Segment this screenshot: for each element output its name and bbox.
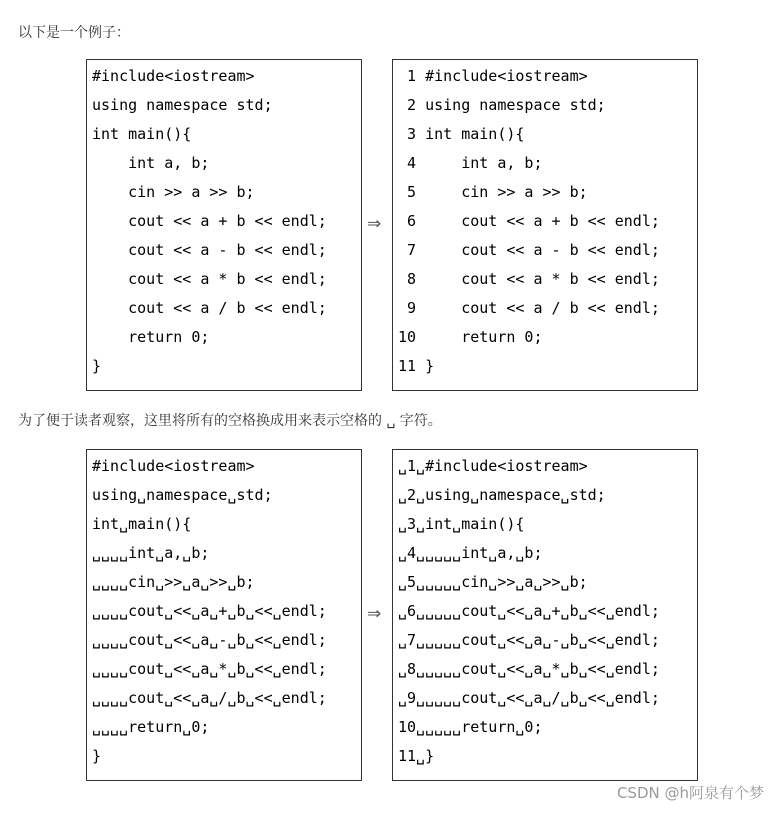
code-line: int␣main(){: [92, 515, 192, 533]
code-line: using namespace std;: [92, 96, 273, 114]
code-line: ␣3␣int␣main(){: [398, 515, 525, 533]
code-line: ␣␣␣␣cout␣<<␣a␣-␣b␣<<␣endl;: [92, 631, 327, 649]
csdn-watermark: CSDN @h阿泉有个梦: [616, 784, 764, 802]
middle-text: 为了便于读者观察，这里将所有的空格换成用来表示空格的 ␣ 字符。: [18, 413, 442, 429]
code-line: #include<iostream>: [92, 457, 255, 475]
code-line: 4 int a, b;: [398, 154, 543, 172]
code-line: using␣namespace␣std;: [92, 486, 273, 504]
code-box-numbered: [392, 59, 698, 391]
code-line: ␣1␣#include<iostream>: [398, 457, 588, 475]
intro-text: 以下是一个例子：: [18, 25, 130, 41]
code-line: ␣␣␣␣cout␣<<␣a␣*␣b␣<<␣endl;: [92, 660, 327, 678]
code-line: }: [92, 747, 102, 765]
code-line: 11␣}: [398, 747, 435, 765]
code-line: 5 cin >> a >> b;: [398, 183, 588, 201]
code-line: ␣␣␣␣cout␣<<␣a␣+␣b␣<<␣endl;: [92, 602, 327, 620]
code-box-plain-visible-spaces: [86, 449, 362, 781]
code-line: ␣4␣␣␣␣␣int␣a,␣b;: [398, 544, 543, 562]
code-line: ␣␣␣␣return␣0;: [92, 718, 210, 736]
code-line: ␣␣␣␣cin␣>>␣a␣>>␣b;: [92, 573, 255, 591]
code-line: 1 #include<iostream>: [398, 67, 588, 85]
code-line: 8 cout << a * b << endl;: [398, 270, 660, 288]
code-line: cout << a * b << endl;: [92, 270, 327, 288]
code-line: int main(){: [92, 125, 192, 143]
right-arrow-icon: ⇒: [367, 214, 382, 234]
code-line: ␣5␣␣␣␣␣cin␣>>␣a␣>>␣b;: [398, 573, 588, 591]
code-line: 9 cout << a / b << endl;: [398, 299, 660, 317]
code-line: ␣8␣␣␣␣␣cout␣<<␣a␣*␣b␣<<␣endl;: [398, 660, 660, 678]
code-line: 11 }: [398, 357, 435, 375]
code-line: 6 cout << a + b << endl;: [398, 212, 660, 230]
code-line: }: [92, 357, 102, 375]
code-line: cout << a / b << endl;: [92, 299, 327, 317]
code-box-numbered-visible-spaces: [392, 449, 698, 781]
code-line: ␣9␣␣␣␣␣cout␣<<␣a␣/␣b␣<<␣endl;: [398, 689, 660, 707]
code-line: cout << a + b << endl;: [92, 212, 327, 230]
code-line: 7 cout << a - b << endl;: [398, 241, 660, 259]
code-line: ␣2␣using␣namespace␣std;: [398, 486, 606, 504]
code-line: ␣␣␣␣int␣a,␣b;: [92, 544, 210, 562]
code-line: return 0;: [92, 328, 210, 346]
code-line: ␣␣␣␣cout␣<<␣a␣/␣b␣<<␣endl;: [92, 689, 327, 707]
code-line: 2 using namespace std;: [398, 96, 606, 114]
code-line: cin >> a >> b;: [92, 183, 255, 201]
code-line: int a, b;: [92, 154, 210, 172]
code-box-plain: [86, 59, 362, 391]
code-line: #include<iostream>: [92, 67, 255, 85]
code-line: ␣7␣␣␣␣␣cout␣<<␣a␣-␣b␣<<␣endl;: [398, 631, 660, 649]
code-line: 10 return 0;: [398, 328, 543, 346]
code-line: ␣6␣␣␣␣␣cout␣<<␣a␣+␣b␣<<␣endl;: [398, 602, 660, 620]
right-arrow-icon: ⇒: [367, 604, 382, 624]
code-line: 10␣␣␣␣␣return␣0;: [398, 718, 543, 736]
code-line: cout << a - b << endl;: [92, 241, 327, 259]
code-line: 3 int main(){: [398, 125, 525, 143]
